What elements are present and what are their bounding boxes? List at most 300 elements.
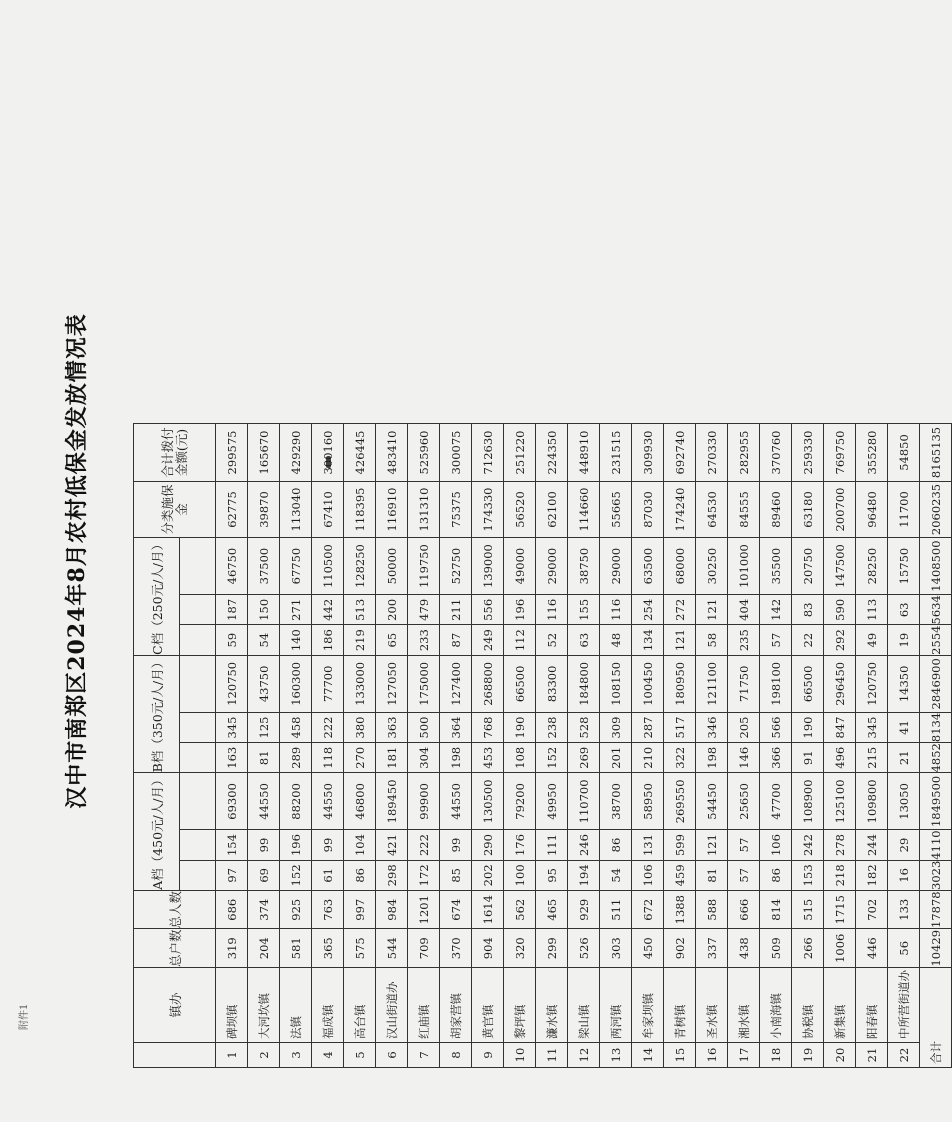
b-persons: 125: [248, 712, 280, 742]
a-persons: 246: [568, 830, 600, 860]
b-households: 322: [664, 743, 696, 773]
a-persons: 599: [664, 830, 696, 860]
classified-amount: 174240: [664, 481, 696, 537]
table-row: [472, 423, 504, 1067]
attachment-label: 附件1: [19, 1003, 30, 1030]
persons: 666: [728, 890, 760, 929]
total-label: 合计: [920, 968, 952, 1068]
c-persons: 63: [888, 595, 920, 625]
b-households: 304: [408, 743, 440, 773]
a-persons: 86: [600, 830, 632, 860]
c-persons: 211: [440, 595, 472, 625]
households: 902: [664, 929, 696, 968]
a-amount: 44550: [312, 773, 344, 830]
c-amount: 28250: [856, 537, 888, 594]
classified-amount: 39870: [248, 481, 280, 537]
a-amount: 189450: [376, 773, 408, 830]
c-amount: 68000: [664, 537, 696, 594]
c-households: 52: [536, 625, 568, 655]
b-persons: 190: [504, 712, 536, 742]
total-amount: 426445: [344, 423, 376, 481]
b-amount: 14350: [888, 655, 920, 712]
b-households: 118: [312, 743, 344, 773]
total-c-persons: 5634: [920, 595, 952, 625]
town-name: 胡家营镇: [440, 968, 472, 1043]
document-title: 汉中市南郑区2024年8月农村低保金发放情况表: [64, 313, 90, 809]
total-amount: 370760: [760, 423, 792, 481]
a-persons: 290: [472, 830, 504, 860]
households: 526: [568, 929, 600, 968]
total-row: [920, 423, 952, 1067]
b-households: 269: [568, 743, 600, 773]
b-persons: 458: [280, 712, 312, 742]
row-index: 5: [344, 1043, 376, 1068]
c-households: 87: [440, 625, 472, 655]
a-persons: 176: [504, 830, 536, 860]
b-households: 496: [824, 743, 856, 773]
row-index: 18: [760, 1043, 792, 1068]
persons: 588: [696, 890, 728, 929]
a-households: 182: [856, 860, 888, 890]
c-persons: 116: [536, 595, 568, 625]
total-c-households: 2554: [920, 625, 952, 655]
town-name: 中所营街道办: [888, 968, 920, 1043]
town-name: 牟家坝镇: [632, 968, 664, 1043]
table-row: [312, 423, 344, 1067]
c-persons: 556: [472, 595, 504, 625]
persons: 562: [504, 890, 536, 929]
b-persons: 41: [888, 712, 920, 742]
b-households: 453: [472, 743, 504, 773]
b-households: 210: [632, 743, 664, 773]
b-households: 366: [760, 743, 792, 773]
row-index: 9: [472, 1043, 504, 1068]
town-name: 两河镇: [600, 968, 632, 1043]
households: 438: [728, 929, 760, 968]
a-amount: 69300: [216, 773, 248, 830]
b-amount: 133000: [344, 655, 376, 712]
b-households: 146: [728, 743, 760, 773]
a-amount: 110700: [568, 773, 600, 830]
total-total-amount: 8165135: [920, 423, 952, 481]
households-header: 总户数: [134, 929, 216, 968]
b-households: 152: [536, 743, 568, 773]
a-households: 172: [408, 860, 440, 890]
c-households: 48: [600, 625, 632, 655]
c-grade-header: C档（250元/人/月）: [134, 537, 180, 655]
classified-amount: 84555: [728, 481, 760, 537]
c-amount: 128250: [344, 537, 376, 594]
total-amount: 270330: [696, 423, 728, 481]
households: 370: [440, 929, 472, 968]
b-amount: 100450: [632, 655, 664, 712]
classified-header: 分类施保金: [134, 481, 216, 537]
households: 581: [280, 929, 312, 968]
c-amount: 38750: [568, 537, 600, 594]
c-persons: 271: [280, 595, 312, 625]
total-amount: 300075: [440, 423, 472, 481]
b-households: 21: [888, 743, 920, 773]
town-name: 福成镇: [312, 968, 344, 1043]
c-amount: 110500: [312, 537, 344, 594]
b-persons: 205: [728, 712, 760, 742]
row-index: 1: [216, 1043, 248, 1068]
a-persons: 131: [632, 830, 664, 860]
a-households: 61: [312, 860, 344, 890]
b-persons: 190: [792, 712, 824, 742]
b-amount: 127400: [440, 655, 472, 712]
total-b-households: 4852: [920, 743, 952, 773]
b-persons: 768: [472, 712, 504, 742]
c-persons: 121: [696, 595, 728, 625]
a-households: 95: [536, 860, 568, 890]
a-amount: 125100: [824, 773, 856, 830]
row-index: 20: [824, 1043, 856, 1068]
a-amount: 46800: [344, 773, 376, 830]
town-name: 高台镇: [344, 968, 376, 1043]
table-row: [248, 423, 280, 1067]
total-amount: 165670: [248, 423, 280, 481]
row-index: 11: [536, 1043, 568, 1068]
total-households: 10429: [920, 929, 952, 968]
classified-amount: 118395: [344, 481, 376, 537]
town-name: 协税镇: [792, 968, 824, 1043]
c-persons: 83: [792, 595, 824, 625]
c-households: 58: [696, 625, 728, 655]
town-name: 汉山街道办: [376, 968, 408, 1043]
town-header: 镇办: [134, 968, 216, 1043]
b-amount: 71750: [728, 655, 760, 712]
total-a-persons: 4110: [920, 830, 952, 860]
households: 299: [536, 929, 568, 968]
c-households: 19: [888, 625, 920, 655]
a-amount: 130500: [472, 773, 504, 830]
c-persons: 155: [568, 595, 600, 625]
table-row: [280, 423, 312, 1067]
classified-amount: 87030: [632, 481, 664, 537]
total-amount: 282955: [728, 423, 760, 481]
households: 709: [408, 929, 440, 968]
total-persons: 17878: [920, 890, 952, 929]
classified-amount: 89460: [760, 481, 792, 537]
classified-amount: 11700: [888, 481, 920, 537]
b-households: 108: [504, 743, 536, 773]
a-households: 194: [568, 860, 600, 890]
b-persons: 566: [760, 712, 792, 742]
row-index: 15: [664, 1043, 696, 1068]
c-amount: 46750: [216, 537, 248, 594]
persons: 686: [216, 890, 248, 929]
a-persons: 121: [696, 830, 728, 860]
c-households: 140: [280, 625, 312, 655]
a-households: 298: [376, 860, 408, 890]
c-amount: 49000: [504, 537, 536, 594]
b-amount: 108150: [600, 655, 632, 712]
town-name: 黄官镇: [472, 968, 504, 1043]
c-households: 292: [824, 625, 856, 655]
households: 56: [888, 929, 920, 968]
table-row: [792, 423, 824, 1067]
c-amount: 35500: [760, 537, 792, 594]
a-persons: 421: [376, 830, 408, 860]
a-amount: 47700: [760, 773, 792, 830]
c-amount: 101000: [728, 537, 760, 594]
total-amount: 429290: [280, 423, 312, 481]
a-households: 97: [216, 860, 248, 890]
persons: 702: [856, 890, 888, 929]
c-persons: 404: [728, 595, 760, 625]
table-row: [600, 423, 632, 1067]
total-amount: 259330: [792, 423, 824, 481]
b-persons: 238: [536, 712, 568, 742]
persons: 929: [568, 890, 600, 929]
households: 544: [376, 929, 408, 968]
b-persons: 364: [440, 712, 472, 742]
c-households: 22: [792, 625, 824, 655]
persons: 984: [376, 890, 408, 929]
total-amount: 355280: [856, 423, 888, 481]
b-amount: 268800: [472, 655, 504, 712]
b-households: 181: [376, 743, 408, 773]
a-households: 459: [664, 860, 696, 890]
row-index: 19: [792, 1043, 824, 1068]
classified-amount: 56520: [504, 481, 536, 537]
table-row: [728, 423, 760, 1067]
a-persons: 99: [248, 830, 280, 860]
total-amount: 299575: [216, 423, 248, 481]
allowance-table: [133, 423, 952, 1068]
table-row: [408, 423, 440, 1067]
b-persons: 345: [216, 712, 248, 742]
b-households: 201: [600, 743, 632, 773]
classified-amount: 75375: [440, 481, 472, 537]
classified-amount: 63180: [792, 481, 824, 537]
c-amount: 139000: [472, 537, 504, 594]
a-households: 57: [728, 860, 760, 890]
c-households: 65: [376, 625, 408, 655]
b-households: 215: [856, 743, 888, 773]
town-name: 圣水镇: [696, 968, 728, 1043]
a-persons: 154: [216, 830, 248, 860]
table-row: [664, 423, 696, 1067]
town-name: 黎坪镇: [504, 968, 536, 1043]
b-persons: 500: [408, 712, 440, 742]
total-amount: 448910: [568, 423, 600, 481]
c-persons: 113: [856, 595, 888, 625]
row-index: 10: [504, 1043, 536, 1068]
c-households: 219: [344, 625, 376, 655]
persons: 763: [312, 890, 344, 929]
c-persons: 200: [376, 595, 408, 625]
b-persons: 287: [632, 712, 664, 742]
b-amount: 43750: [248, 655, 280, 712]
households: 320: [504, 929, 536, 968]
b-amount: 175000: [408, 655, 440, 712]
a-households: 85: [440, 860, 472, 890]
b-amount: 160300: [280, 655, 312, 712]
households: 365: [312, 929, 344, 968]
total-a-households: 3023: [920, 860, 952, 890]
town-name: 青树镇: [664, 968, 696, 1043]
town-name: 小南海镇: [760, 968, 792, 1043]
a-households: 218: [824, 860, 856, 890]
classified-amount: 64530: [696, 481, 728, 537]
a-amount: 108900: [792, 773, 824, 830]
a-amount: 13050: [888, 773, 920, 830]
classified-amount: 113040: [280, 481, 312, 537]
b-amount: 120750: [856, 655, 888, 712]
a-households: 152: [280, 860, 312, 890]
a-persons: 242: [792, 830, 824, 860]
classified-amount: 131310: [408, 481, 440, 537]
c-households: 112: [504, 625, 536, 655]
c-persons: 196: [504, 595, 536, 625]
row-index: 6: [376, 1043, 408, 1068]
a-households: 81: [696, 860, 728, 890]
c-households: 57: [760, 625, 792, 655]
c-households: 186: [312, 625, 344, 655]
row-index: 21: [856, 1043, 888, 1068]
c-households: 235: [728, 625, 760, 655]
a-households: 100: [504, 860, 536, 890]
a-households: 16: [888, 860, 920, 890]
table-row: [696, 423, 728, 1067]
c-persons: 513: [344, 595, 376, 625]
classified-amount: 62100: [536, 481, 568, 537]
index-header: [134, 1043, 216, 1068]
c-households: 249: [472, 625, 504, 655]
row-index: 8: [440, 1043, 472, 1068]
row-index: 16: [696, 1043, 728, 1068]
persons: 1614: [472, 890, 504, 929]
persons: 925: [280, 890, 312, 929]
total-classified-amount: 2060235: [920, 481, 952, 537]
c-persons: 150: [248, 595, 280, 625]
table-row: [632, 423, 664, 1067]
a-persons: 244: [856, 830, 888, 860]
a-persons: 111: [536, 830, 568, 860]
classified-amount: 114660: [568, 481, 600, 537]
a-amount: 38700: [600, 773, 632, 830]
households: 575: [344, 929, 376, 968]
c-households: 49: [856, 625, 888, 655]
classified-amount: 200700: [824, 481, 856, 537]
b-persons: 528: [568, 712, 600, 742]
classified-amount: 55665: [600, 481, 632, 537]
town-name: 梁山镇: [568, 968, 600, 1043]
a-amount: 79200: [504, 773, 536, 830]
households: 303: [600, 929, 632, 968]
households: 266: [792, 929, 824, 968]
table-row: [760, 423, 792, 1067]
classified-amount: 67410: [312, 481, 344, 537]
b-amount: 77700: [312, 655, 344, 712]
persons: 674: [440, 890, 472, 929]
row-index: 7: [408, 1043, 440, 1068]
b-amount: 198100: [760, 655, 792, 712]
a-persons: 106: [760, 830, 792, 860]
a-persons: 99: [312, 830, 344, 860]
c-amount: 15750: [888, 537, 920, 594]
a-households: 86: [760, 860, 792, 890]
a-persons: 57: [728, 830, 760, 860]
table-row: [504, 423, 536, 1067]
table-row: [216, 423, 248, 1067]
table-row: [536, 423, 568, 1067]
town-name: 湘水镇: [728, 968, 760, 1043]
c-persons: 187: [216, 595, 248, 625]
total-amount: 251220: [504, 423, 536, 481]
b-persons: 363: [376, 712, 408, 742]
a-amount: 88200: [280, 773, 312, 830]
total-amount: 712630: [472, 423, 504, 481]
persons: 1388: [664, 890, 696, 929]
total-b-amount: 2846900: [920, 655, 952, 712]
row-index: 12: [568, 1043, 600, 1068]
c-amount: 29000: [536, 537, 568, 594]
households: 204: [248, 929, 280, 968]
c-amount: 63500: [632, 537, 664, 594]
c-amount: 147500: [824, 537, 856, 594]
classified-amount: 96480: [856, 481, 888, 537]
c-amount: 67750: [280, 537, 312, 594]
row-index: 4: [312, 1043, 344, 1068]
persons: 1201: [408, 890, 440, 929]
table-body: [216, 423, 952, 1067]
row-index: 13: [600, 1043, 632, 1068]
b-amount: 66500: [504, 655, 536, 712]
b-households: 198: [440, 743, 472, 773]
town-name: 濂水镇: [536, 968, 568, 1043]
households: 450: [632, 929, 664, 968]
persons: 1715: [824, 890, 856, 929]
b-households: 163: [216, 743, 248, 773]
a-households: 106: [632, 860, 664, 890]
a-amount: 25650: [728, 773, 760, 830]
total-amount: 231515: [600, 423, 632, 481]
b-amount: 296450: [824, 655, 856, 712]
persons: 511: [600, 890, 632, 929]
total-amount: 483410: [376, 423, 408, 481]
c-persons: 254: [632, 595, 664, 625]
b-persons: 345: [856, 712, 888, 742]
table-row: [568, 423, 600, 1067]
a-amount: 49950: [536, 773, 568, 830]
a-households: 202: [472, 860, 504, 890]
row-index: 17: [728, 1043, 760, 1068]
c-persons: 590: [824, 595, 856, 625]
a-persons: 104: [344, 830, 376, 860]
total-a-amount: 1849500: [920, 773, 952, 830]
row-index: 22: [888, 1043, 920, 1068]
total-amount: 300160: [312, 423, 344, 481]
a-households: 54: [600, 860, 632, 890]
town-name: 阳春镇: [856, 968, 888, 1043]
total-pay-header: 合计拨付金额(元): [134, 423, 216, 481]
b-grade-header: B档（350元/人/月）: [134, 655, 180, 773]
a-households: 69: [248, 860, 280, 890]
c-households: 134: [632, 625, 664, 655]
a-persons: 29: [888, 830, 920, 860]
c-amount: 37500: [248, 537, 280, 594]
c-amount: 119750: [408, 537, 440, 594]
persons: 814: [760, 890, 792, 929]
c-amount: 20750: [792, 537, 824, 594]
c-persons: 479: [408, 595, 440, 625]
town-name: 碑坝镇: [216, 968, 248, 1043]
persons: 515: [792, 890, 824, 929]
b-households: 270: [344, 743, 376, 773]
